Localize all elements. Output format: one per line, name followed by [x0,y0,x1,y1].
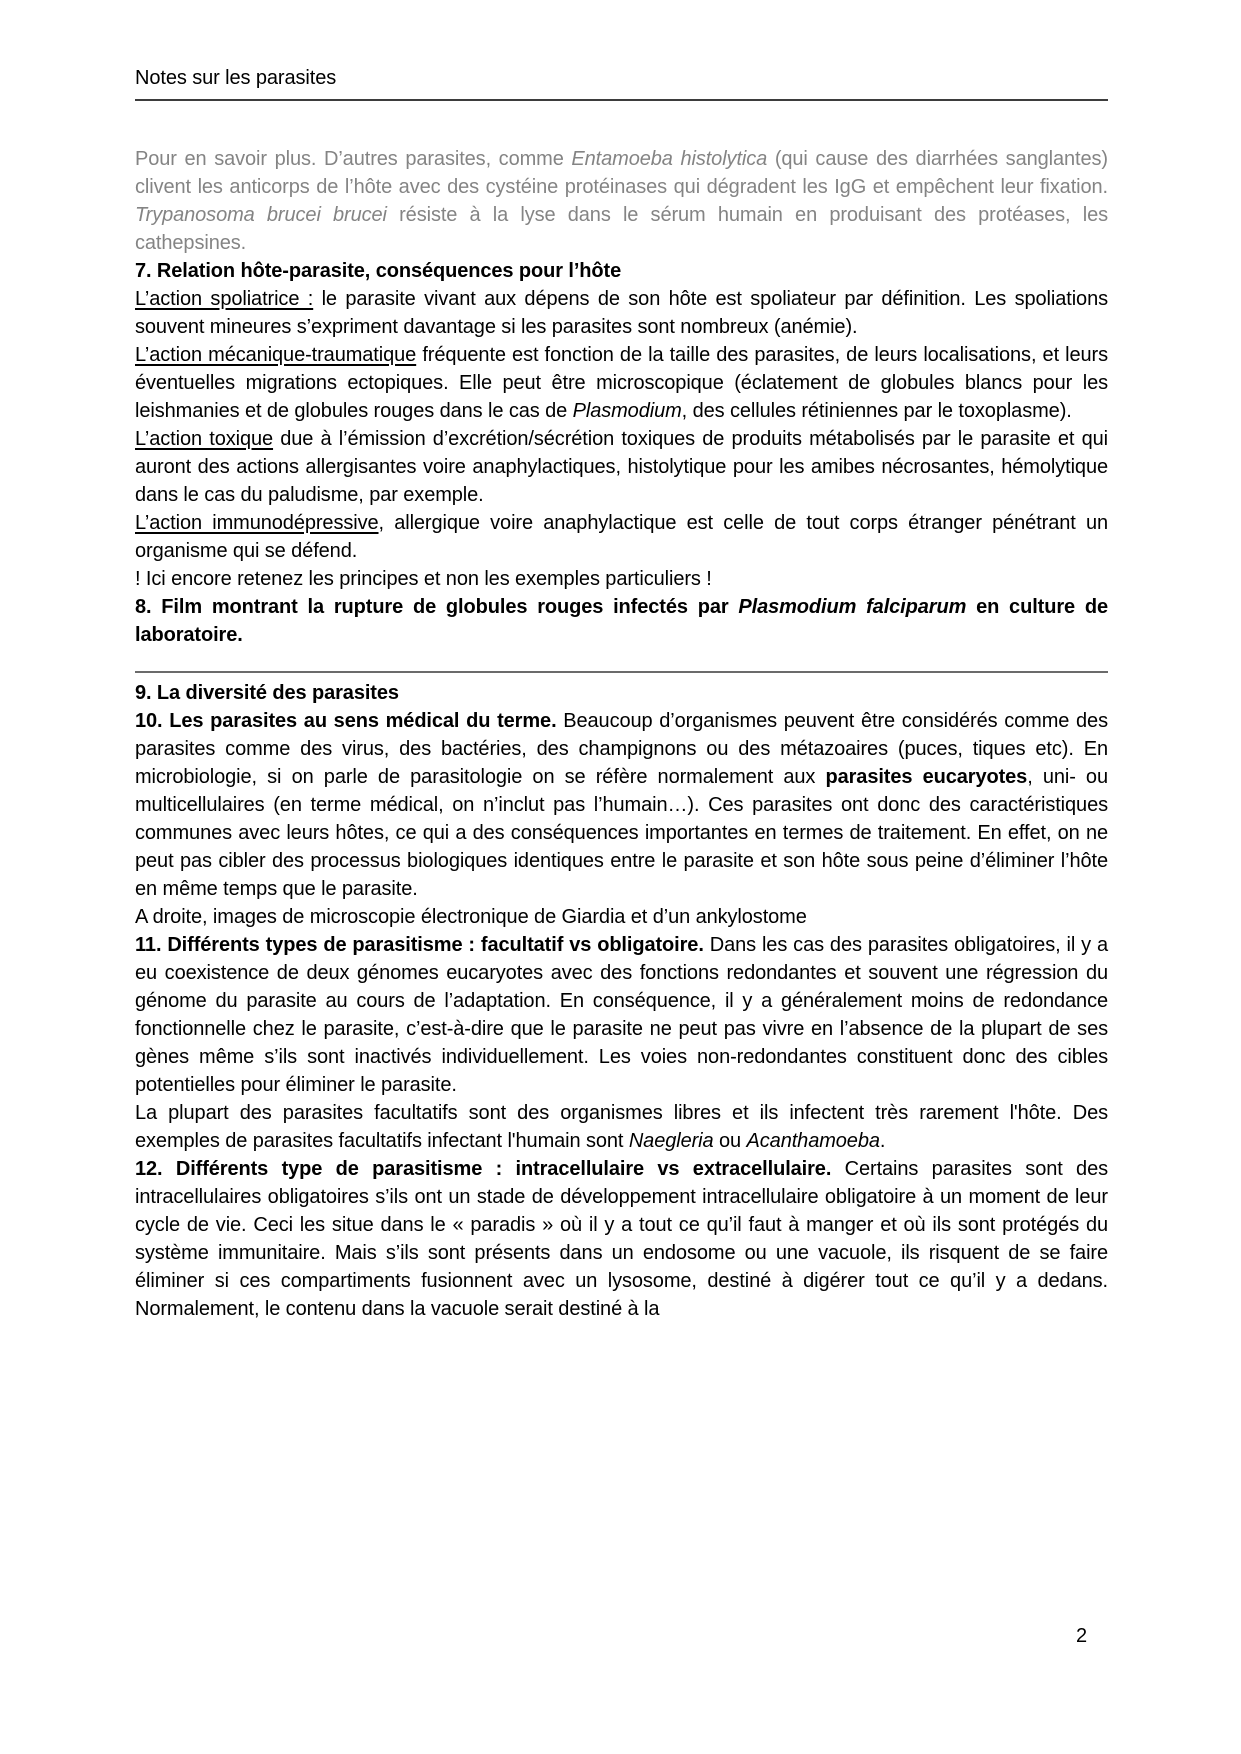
heading-section-8 [135,593,1108,649]
underlined-term: L’action mécanique-traumatique [135,344,417,366]
species-name: Plasmodium falciparum [738,596,967,618]
text-run: Certains parasites sont des intracellulaires obligatoires s’ils ont un stade de développement intracellulaire obligatoire à un moment de leur cycle de vie. Ceci les situe dans le « paradis » où il y a tout ce qu’il faut à manger et où ils sont protégés du système immunitaire. Mais s’ils sont présents dans un endosome ou une vacuole, ils risquent de se faire éliminer si ces compartiments fusionnent avec un lysosome, destiné à digérer tout ce qu’il y a dedans. Normalement, le contenu dans la vacuole serait destiné à la [135,1158,1108,1320]
species-name: Plasmodium [572,400,682,422]
paragraph-section-11 [135,931,1108,1099]
document-header [135,64,1108,101]
paragraph-microscopy-caption: A droite, images de microscopie électronique de Giardia et d’un ankylostome [135,906,807,928]
paragraph-action-immunodepressive [135,509,1108,565]
heading-section-9: 9. La diversité des parasites [135,682,399,704]
underlined-term: L’action spoliatrice : [135,288,314,310]
species-name: Naegleria [628,1130,714,1152]
text-run: ou [713,1130,747,1152]
section-divider [135,671,1108,673]
text-run: , des cellules rétiniennes par le toxoplasme). [681,400,1072,422]
text-run: Pour en savoir plus. D’autres parasites, comme [135,148,572,170]
paragraph-intro [135,145,1108,257]
text-run: le parasite vivant aux dépens de son hôte est spoliateur par définition. Les spoliations souvent mineures s’expriment davantage si les parasites sont nombreux (anémie). [135,288,1108,338]
paragraph-facultative-parasites [135,1099,1108,1155]
underlined-term: L’action toxique [135,428,274,450]
underlined-term: L’action immunodépressive [135,512,379,534]
species-name: Trypanosoma brucei brucei [135,204,387,226]
heading-section-7: 7. Relation hôte-parasite, conséquences pour l’hôte [135,260,622,282]
text-run: , uni- ou multicellulaires (en terme médical, on n’inclut pas l’humain…). Ces parasites ont donc des caractéristiques communes avec leurs hôtes, ce qui a des conséquences importantes en termes de traitement. En effet, on ne peut pas cibler des processus biologiques identiques entre le parasite et son hôte sous peine d’éliminer l’hôte en même temps que le parasite. [135,766,1108,900]
text-run: Beaucoup d’organismes peuvent être considérés comme des parasites comme des virus, des bactéries, des champignons ou des métazoaires (puces, tiques etc). En microbiologie, si on parle de parasitologie on se réfère normalement aux [135,710,1108,788]
text-run: , allergique voire anaphylactique est celle de tout corps étranger pénétrant un organisme qui se défend. [135,512,1108,562]
species-name: Entamoeba histolytica [571,148,768,170]
text-run: Dans les cas des parasites obligatoires, il y a eu coexistence de deux génomes eucaryotes avec des fonctions redondantes et souvent une régression du génome du parasite au cours de l’adaptation. En conséquence, il y a généralement moins de redondance fonctionnelle chez le parasite, c’est-à-dire que le parasite ne peut pas vivre en l’absence de la plupart de ses gènes même s’ils sont inactivés individuellement. Les voies non-redondantes constituent donc des cibles potentielles pour éliminer le parasite. [135,934,1108,1096]
heading-run: 11. Différents types de parasitisme : facultatif vs obligatoire. [135,934,704,956]
paragraph-action-mecanique [135,341,1108,425]
heading-run: 10. Les parasites au sens médical du terme. [135,710,557,732]
paragraph-section-12 [135,1155,1108,1323]
text-run: (qui cause des diarrhées sanglantes) clivent les anticorps de l’hôte avec des cystéine protéinases qui dégradent les IgG et empêchent leur fixation. [135,148,1108,198]
text-run: . [879,1130,886,1152]
text-run: résiste à la lyse dans le sérum humain en produisant des protéases, les cathepsines. [135,204,1108,254]
paragraph-section-10 [135,707,1108,903]
header-title: Notes sur les parasites [135,67,337,89]
emphasis-run: parasites eucaryotes [825,766,1028,788]
paragraph-action-toxique [135,425,1108,509]
species-name: Acanthamoeba [746,1130,880,1152]
text-run: en culture de laboratoire. [135,596,1109,646]
text-run: due à l’émission d’excrétion/sécrétion toxiques de produits métabolisés par le parasite et qui auront des actions allergisantes voire anaphylactiques, histolytique pour les amibes nécrosantes, hémolytique dans le cas du paludisme, par exemple. [135,428,1108,506]
text-run: La plupart des parasites facultatifs sont des organismes libres et ils infectent très rarement l'hôte. Des exemples de parasites facultatifs infectant l'humain sont [135,1102,1108,1152]
heading-run: 12. Différents type de parasitisme : intracellulaire vs extracellulaire. [135,1158,832,1180]
text-run: fréquente est fonction de la taille des parasites, de leurs localisations, et leurs éventuelles migrations ectopiques. Elle peut être microscopique (éclatement de globules blancs pour les leishmanies et de globules rouges dans le cas de [135,344,1108,422]
text-run: 8. Film montrant la rupture de globules rouges infectés par [135,596,739,618]
note-principles: ! Ici encore retenez les principes et non les exemples particuliers ! [135,568,712,590]
paragraph-action-spoliatrice [135,285,1108,341]
page-number: 2 [1076,1625,1088,1647]
